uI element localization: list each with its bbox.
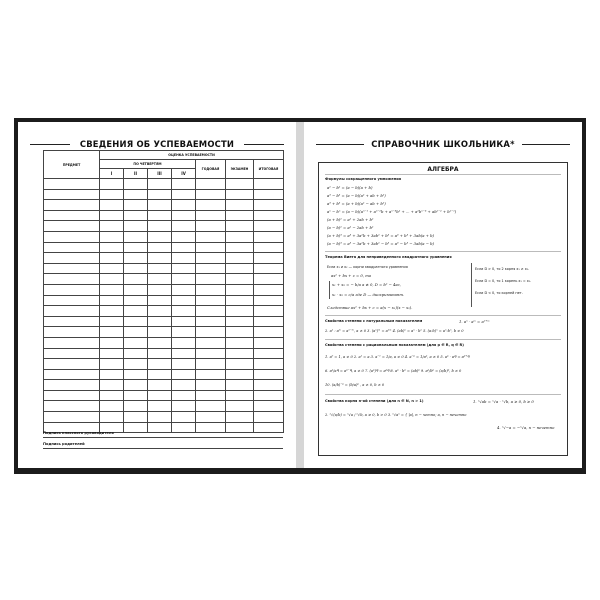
root-property-4: 4. ⁿ√−a = −ⁿ√a, n − нечетно xyxy=(497,425,555,430)
table-row xyxy=(44,306,284,317)
grade-cell[interactable] xyxy=(254,253,284,264)
grade-cell[interactable] xyxy=(196,327,226,338)
grade-cell[interactable] xyxy=(148,221,172,232)
grade-cell[interactable] xyxy=(148,306,172,317)
grade-cell[interactable] xyxy=(254,284,284,295)
grade-cell[interactable] xyxy=(196,390,226,401)
grade-cell[interactable] xyxy=(148,401,172,412)
subject-cell[interactable] xyxy=(44,380,100,391)
grade-cell[interactable] xyxy=(100,327,124,338)
grade-cell[interactable] xyxy=(196,369,226,380)
grade-cell[interactable] xyxy=(172,348,196,359)
grade-cell[interactable] xyxy=(196,210,226,221)
grade-cell[interactable] xyxy=(254,231,284,242)
title-rule-right xyxy=(244,144,284,145)
grade-cell[interactable] xyxy=(254,242,284,253)
grade-cell[interactable] xyxy=(172,337,196,348)
grades-table xyxy=(43,150,284,433)
divider xyxy=(325,251,561,252)
grade-cell[interactable] xyxy=(124,221,148,232)
book-spine xyxy=(296,122,304,468)
table-row xyxy=(44,295,284,306)
grade-cell[interactable] xyxy=(148,359,172,370)
grade-cell[interactable] xyxy=(254,316,284,327)
quarters-header: ПО ЧЕТВЕРТЯМ xyxy=(100,160,196,169)
grade-cell[interactable] xyxy=(148,390,172,401)
annual-header: ГОДОВАЯ xyxy=(196,160,226,179)
grade-cell[interactable] xyxy=(100,200,124,211)
subject-cell[interactable] xyxy=(44,263,100,274)
grade-cell[interactable] xyxy=(226,242,254,253)
grade-cell[interactable] xyxy=(100,348,124,359)
subject-cell[interactable] xyxy=(44,390,100,401)
grade-cell[interactable] xyxy=(124,200,148,211)
subject-cell[interactable] xyxy=(44,231,100,242)
grade-cell[interactable] xyxy=(124,179,148,190)
grade-cell[interactable] xyxy=(172,412,196,423)
grade-cell[interactable] xyxy=(196,253,226,264)
grade-cell[interactable] xyxy=(100,316,124,327)
divider xyxy=(325,394,561,395)
grade-cell[interactable] xyxy=(124,380,148,391)
grade-cell[interactable] xyxy=(148,412,172,423)
subject-cell[interactable] xyxy=(44,412,100,423)
grade-cell[interactable] xyxy=(100,231,124,242)
vieta-divider xyxy=(471,263,472,307)
subject-cell[interactable] xyxy=(44,306,100,317)
subject-cell[interactable] xyxy=(44,221,100,232)
grade-cell[interactable] xyxy=(196,221,226,232)
root-property-1: 1. ⁿ√ab = ⁿ√a · ⁿ√b, a ≥ 0, b ≥ 0 xyxy=(473,399,534,404)
grade-cell[interactable] xyxy=(196,242,226,253)
grade-cell[interactable] xyxy=(254,380,284,391)
table-row xyxy=(44,348,284,359)
reference-title: СПРАВОЧНИК ШКОЛЬНИКА* xyxy=(371,139,515,149)
grade-cell[interactable] xyxy=(100,179,124,190)
quarter-4-header: IV xyxy=(172,169,196,179)
table-row xyxy=(44,369,284,380)
grade-cell[interactable] xyxy=(124,337,148,348)
grade-cell[interactable] xyxy=(172,380,196,391)
grade-cell[interactable] xyxy=(226,337,254,348)
grade-cell[interactable] xyxy=(226,210,254,221)
teacher-signature-row xyxy=(43,431,283,435)
grade-cell[interactable] xyxy=(254,263,284,274)
table-row xyxy=(44,327,284,338)
table-row xyxy=(44,359,284,370)
grade-cell[interactable] xyxy=(254,327,284,338)
grade-cell[interactable] xyxy=(196,359,226,370)
divider xyxy=(325,174,561,175)
parents-signature-label: Подпись родителей xyxy=(43,442,85,446)
grade-cell[interactable] xyxy=(148,316,172,327)
grade-cell[interactable] xyxy=(226,412,254,423)
grade-cell[interactable] xyxy=(254,337,284,348)
grade-cell[interactable] xyxy=(100,412,124,423)
grade-cell[interactable] xyxy=(226,369,254,380)
section-rational-powers: Свойства степени с рациональным показателем (для p ∈ R, q ∈ R) xyxy=(325,343,464,347)
grade-cell[interactable] xyxy=(100,380,124,391)
grade-cell[interactable] xyxy=(226,348,254,359)
subject-cell[interactable] xyxy=(44,284,100,295)
exam-header: ЭКЗАМЕН xyxy=(226,160,254,179)
grade-cell[interactable] xyxy=(196,274,226,285)
grade-cell[interactable] xyxy=(148,253,172,264)
vieta-line-4: x₁ · x₂ = c/a где D — дискриминант. xyxy=(332,292,405,297)
natural-power-1: 1. aⁿ · aᵐ = aⁿ⁺ᵐ xyxy=(459,319,490,324)
parents-signature-row xyxy=(43,442,283,446)
table-row xyxy=(44,179,284,190)
grade-cell[interactable] xyxy=(148,327,172,338)
left-page xyxy=(18,122,296,468)
quarter-1-header: I xyxy=(100,169,124,179)
grade-cell[interactable] xyxy=(124,210,148,221)
grade-cell[interactable] xyxy=(172,231,196,242)
grade-cell[interactable] xyxy=(148,263,172,274)
grade-cell[interactable] xyxy=(254,401,284,412)
subject-cell[interactable] xyxy=(44,179,100,190)
table-row xyxy=(44,210,284,221)
subject-cell[interactable] xyxy=(44,210,100,221)
grade-cell[interactable] xyxy=(172,401,196,412)
table-row xyxy=(44,284,284,295)
grade-cell[interactable] xyxy=(172,390,196,401)
table-row xyxy=(44,412,284,423)
formula-5: (a + b)² = a² + 2ab + b² xyxy=(327,217,374,222)
ref-title-rule-left xyxy=(316,144,364,145)
subject-cell[interactable] xyxy=(44,401,100,412)
grade-cell[interactable] xyxy=(100,337,124,348)
grade-cell[interactable] xyxy=(124,327,148,338)
grade-cell[interactable] xyxy=(226,189,254,200)
grade-cell[interactable] xyxy=(196,348,226,359)
grade-cell[interactable] xyxy=(226,200,254,211)
grade-cell[interactable] xyxy=(124,284,148,295)
root-property-2-3: 2. ⁿ√(a/b) = ⁿ√a / ⁿ√b, a ≥ 0, b > 0 3. ⁿ√aⁿ = { |a|, n − четно; a, n − нечетно xyxy=(325,413,467,417)
grades-table-body xyxy=(44,179,284,433)
divider xyxy=(325,315,561,316)
discriminant-case-2: Если D = 0, то 1 корень x₁ = x₂. xyxy=(475,279,532,283)
grade-cell[interactable] xyxy=(100,210,124,221)
grade-cell[interactable] xyxy=(124,369,148,380)
grade-cell[interactable] xyxy=(172,179,196,190)
grade-cell[interactable] xyxy=(196,412,226,423)
quarter-2-header: II xyxy=(124,169,148,179)
grade-cell[interactable] xyxy=(124,412,148,423)
formula-1: a² − b² = (a − b)(a + b) xyxy=(327,185,373,190)
table-row xyxy=(44,263,284,274)
section-abbreviated-multiplication: Формулы сокращенного умножения xyxy=(325,177,402,181)
grade-cell[interactable] xyxy=(226,253,254,264)
formula-8: (a − b)³ = a³ − 3a²b + 3ab² − b³ = a³ − b³ − 3ab(a − b) xyxy=(327,241,435,246)
table-row xyxy=(44,274,284,285)
divider xyxy=(325,339,561,340)
grades-title: СВЕДЕНИЯ ОБ УСПЕВАЕМОСТИ xyxy=(79,139,235,149)
subject-cell[interactable] xyxy=(44,253,100,264)
section-natural-powers: Свойства степени с натуральным показателем xyxy=(325,319,423,323)
grade-cell[interactable] xyxy=(196,200,226,211)
grade-cell[interactable] xyxy=(172,253,196,264)
vieta-corollary: Следствие ax² + bx + c = a(x − x₁)(x − x₂). xyxy=(327,305,413,310)
subject-cell[interactable] xyxy=(44,316,100,327)
grade-cell[interactable] xyxy=(100,263,124,274)
formula-3: a³ + b³ = (a + b)(a² − ab + b²) xyxy=(327,201,386,206)
grade-cell[interactable] xyxy=(254,179,284,190)
grade-cell[interactable] xyxy=(148,179,172,190)
grade-cell[interactable] xyxy=(254,295,284,306)
grade-cell[interactable] xyxy=(124,401,148,412)
grade-cell[interactable] xyxy=(226,316,254,327)
table-row xyxy=(44,200,284,211)
subject-cell[interactable] xyxy=(44,200,100,211)
grade-cell[interactable] xyxy=(172,221,196,232)
discriminant-case-1: Если D > 0, то 2 корня x₁ ≠ x₂. xyxy=(475,267,530,271)
grade-cell[interactable] xyxy=(254,274,284,285)
grade-cell[interactable] xyxy=(148,200,172,211)
grade-cell[interactable] xyxy=(254,359,284,370)
grade-cell[interactable] xyxy=(254,210,284,221)
grade-cell[interactable] xyxy=(100,274,124,285)
grade-cell[interactable] xyxy=(226,380,254,391)
grade-cell[interactable] xyxy=(124,295,148,306)
subject-header: ПРЕДМЕТ xyxy=(44,151,100,179)
section-nth-root: Свойства корня n-ой степени (для n ∈ N, n > 1) xyxy=(325,399,424,403)
grade-cell[interactable] xyxy=(124,231,148,242)
quarter-3-header: III xyxy=(148,169,172,179)
grade-cell[interactable] xyxy=(172,306,196,317)
grade-cell[interactable] xyxy=(124,189,148,200)
right-page xyxy=(304,122,582,468)
grade-cell[interactable] xyxy=(124,359,148,370)
grade-cell[interactable] xyxy=(196,179,226,190)
grade-cell[interactable] xyxy=(196,306,226,317)
subject-cell[interactable] xyxy=(44,189,100,200)
table-row xyxy=(44,242,284,253)
grade-cell[interactable] xyxy=(172,274,196,285)
grade-cell[interactable] xyxy=(226,179,254,190)
grade-cell[interactable] xyxy=(172,316,196,327)
grade-cell[interactable] xyxy=(148,242,172,253)
rational-power-6-9: 6. aᵖ/aᑫ = aᵖ⁻ᑫ, a ≠ 0 7. (aᵖ)ᑫ = aᵖᑫ 8. aᵖ · bᵖ = (ab)ᵖ 9. aᵖ/bᵖ = (a/b)ᵖ, b ≠ 0 xyxy=(325,369,462,373)
grade-cell[interactable] xyxy=(196,295,226,306)
grade-cell[interactable] xyxy=(254,221,284,232)
formula-6: (a − b)² = a² − 2ab + b² xyxy=(327,225,374,230)
title-rule-left xyxy=(30,144,70,145)
grade-cell[interactable] xyxy=(226,390,254,401)
algebra-reference-box xyxy=(318,162,568,456)
subject-cell[interactable] xyxy=(44,274,100,285)
natural-power-2-5: 2. aⁿ : aᵐ = aⁿ⁻ᵐ, a ≠ 0 3. (aⁿ)ᵐ = aⁿᵐ 4. (ab)ⁿ = aⁿ · bⁿ 5. (a:b)ⁿ = aⁿ:bⁿ, b ≠ 0 xyxy=(325,329,464,333)
grade-cell[interactable] xyxy=(124,253,148,264)
section-vieta: Теорема Виета для неприведенного квадратного уравнения xyxy=(325,255,452,259)
grade-cell[interactable] xyxy=(172,263,196,274)
formula-7: (a + b)³ = a³ + 3a²b + 3ab² + b³ = a³ + b³ + 3ab(a + b) xyxy=(327,233,435,238)
grade-cell[interactable] xyxy=(100,306,124,317)
grade-cell[interactable] xyxy=(100,253,124,264)
ref-title-rule-right xyxy=(522,144,570,145)
table-row xyxy=(44,253,284,264)
grade-cell[interactable] xyxy=(148,231,172,242)
grade-cell[interactable] xyxy=(100,401,124,412)
grades-header: ОЦЕНКА УСПЕВАЕМОСТИ xyxy=(100,151,284,160)
rational-power-1-5: 1. a⁰ = 1, a ≠ 0 2. a¹ = a 3. a⁻¹ = 1/a, a ≠ 0 4. a⁻ᵖ = 1/aᵖ, a ≠ 0 5. aᵖ · aᑫ = aᵖ⁺ᑫ xyxy=(325,355,470,359)
grade-cell[interactable] xyxy=(196,401,226,412)
table-row xyxy=(44,189,284,200)
table-row xyxy=(44,337,284,348)
grade-cell[interactable] xyxy=(254,189,284,200)
grade-cell[interactable] xyxy=(226,231,254,242)
grade-cell[interactable] xyxy=(196,337,226,348)
subject-cell[interactable] xyxy=(44,348,100,359)
grade-cell[interactable] xyxy=(124,263,148,274)
table-row xyxy=(44,221,284,232)
grade-cell[interactable] xyxy=(124,242,148,253)
grade-cell[interactable] xyxy=(172,369,196,380)
formula-2: a³ − b³ = (a − b)(a² + ab + b²) xyxy=(327,193,386,198)
subject-cell[interactable] xyxy=(44,337,100,348)
teacher-signature-line[interactable] xyxy=(43,437,283,438)
subject-cell[interactable] xyxy=(44,327,100,338)
parents-signature-line[interactable] xyxy=(43,448,283,449)
grade-cell[interactable] xyxy=(226,263,254,274)
grade-cell[interactable] xyxy=(148,274,172,285)
grade-cell[interactable] xyxy=(172,327,196,338)
grade-cell[interactable] xyxy=(100,189,124,200)
table-row xyxy=(44,316,284,327)
table-row xyxy=(44,401,284,412)
grade-cell[interactable] xyxy=(254,306,284,317)
grade-cell[interactable] xyxy=(100,369,124,380)
grade-cell[interactable] xyxy=(226,306,254,317)
grade-cell[interactable] xyxy=(124,390,148,401)
grade-cell[interactable] xyxy=(254,200,284,211)
grade-cell[interactable] xyxy=(226,221,254,232)
grade-cell[interactable] xyxy=(172,242,196,253)
grade-cell[interactable] xyxy=(226,401,254,412)
table-row xyxy=(44,380,284,391)
subject-cell[interactable] xyxy=(44,295,100,306)
grade-cell[interactable] xyxy=(196,284,226,295)
final-header: ИТОГОВАЯ xyxy=(254,160,284,179)
grade-cell[interactable] xyxy=(124,348,148,359)
grade-cell[interactable] xyxy=(172,284,196,295)
table-row xyxy=(44,390,284,401)
subject-cell[interactable] xyxy=(44,359,100,370)
teacher-signature-label: Подпись классного руководителя xyxy=(43,431,114,435)
grade-cell[interactable] xyxy=(226,284,254,295)
grade-cell[interactable] xyxy=(100,359,124,370)
grade-cell[interactable] xyxy=(148,295,172,306)
grade-cell[interactable] xyxy=(196,189,226,200)
grade-cell[interactable] xyxy=(226,295,254,306)
rational-power-10: 10. (a/b)⁻ᵖ = (b/a)ᵖ , a ≠ 0, b ≠ 0 xyxy=(325,383,385,387)
grade-cell[interactable] xyxy=(148,380,172,391)
grade-cell[interactable] xyxy=(100,390,124,401)
grade-cell[interactable] xyxy=(196,316,226,327)
grade-cell[interactable] xyxy=(148,369,172,380)
grade-cell[interactable] xyxy=(254,390,284,401)
grade-cell[interactable] xyxy=(100,242,124,253)
grade-cell[interactable] xyxy=(148,348,172,359)
table-row xyxy=(44,231,284,242)
grade-cell[interactable] xyxy=(172,210,196,221)
algebra-heading: АЛГЕБРА xyxy=(427,166,459,173)
grade-cell[interactable] xyxy=(172,295,196,306)
grade-cell[interactable] xyxy=(124,306,148,317)
subject-cell[interactable] xyxy=(44,242,100,253)
grade-cell[interactable] xyxy=(226,327,254,338)
grade-cell[interactable] xyxy=(124,316,148,327)
grade-cell[interactable] xyxy=(196,231,226,242)
grade-cell[interactable] xyxy=(254,348,284,359)
vieta-line-3: x₁ + x₂ = − b/a a ≠ 0, D = b² − 4ac, xyxy=(332,282,401,287)
grade-cell[interactable] xyxy=(148,337,172,348)
grade-cell[interactable] xyxy=(254,369,284,380)
grade-cell[interactable] xyxy=(172,189,196,200)
vieta-line-2: ax² + bx + c = 0, то xyxy=(331,273,372,278)
grade-cell[interactable] xyxy=(226,359,254,370)
vieta-line-1: Если x₁ и x₂ — корни квадратного уравнения xyxy=(327,265,408,269)
grade-cell[interactable] xyxy=(100,295,124,306)
grade-cell[interactable] xyxy=(100,284,124,295)
grade-cell[interactable] xyxy=(172,359,196,370)
grade-cell[interactable] xyxy=(196,263,226,274)
discriminant-case-3: Если D < 0, то корней нет. xyxy=(475,291,523,295)
grade-cell[interactable] xyxy=(148,210,172,221)
grade-cell[interactable] xyxy=(172,200,196,211)
grade-cell[interactable] xyxy=(124,274,148,285)
grade-cell[interactable] xyxy=(196,380,226,391)
grade-cell[interactable] xyxy=(254,412,284,423)
formula-4: aⁿ − bⁿ = (a − b)(aⁿ⁻¹ + aⁿ⁻²b + aⁿ⁻³b² + ... + a²bⁿ⁻³ + abⁿ⁻² + bⁿ⁻¹) xyxy=(327,209,457,214)
grade-cell[interactable] xyxy=(226,274,254,285)
grade-cell[interactable] xyxy=(148,284,172,295)
system-brace xyxy=(329,281,330,299)
subject-cell[interactable] xyxy=(44,369,100,380)
grade-cell[interactable] xyxy=(148,189,172,200)
grade-cell[interactable] xyxy=(100,221,124,232)
